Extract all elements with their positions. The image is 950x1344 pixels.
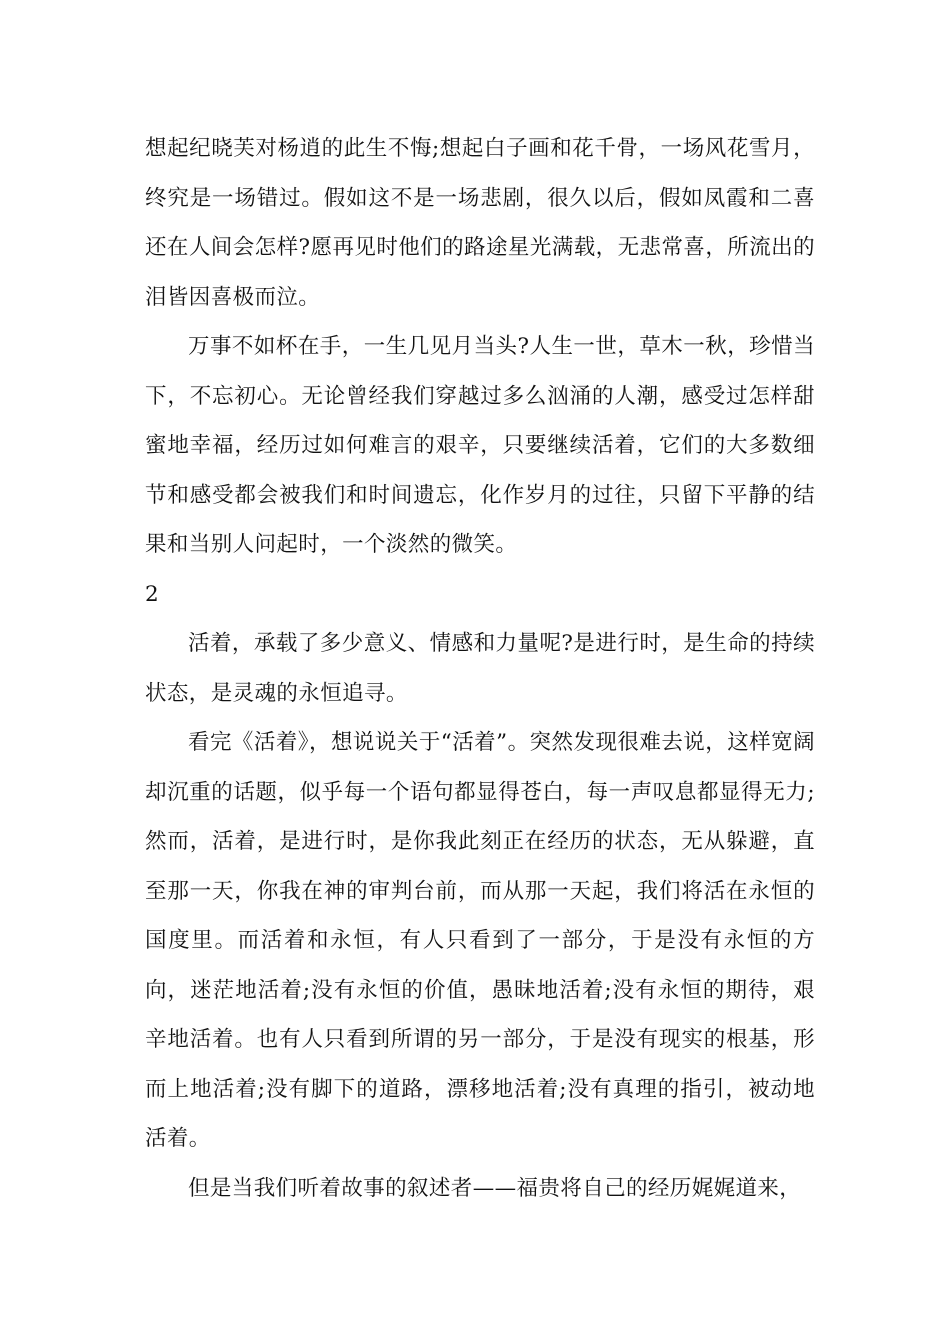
- paragraph-3: 活着，承载了多少意义、情感和力量呢?是进行时，是生命的持续状态，是灵魂的永恒追寻。: [145, 631, 815, 706]
- paragraph-2: 万事不如杯在手，一生几见月当头?人生一世，草木一秋，珍惜当下，不忘初心。无论曾经我们穿越过多么汹涌的人潮，感受过怎样甜蜜地幸福，经历过如何难言的艰辛，只要继续活着，它们的大多数细节和感受都会被我们和时间遗忘，化作岁月的过往，只留下平静的结果和当别人问起时，一个淡然的微笑。: [145, 334, 815, 557]
- section-number: 2: [145, 581, 160, 607]
- paragraph-4: 看完《活着》，想说说关于“活着”。突然发现很难去说，这样宽阔却沉重的话题，似乎每一个语句都显得苍白，每一声叹息都显得无力;然而，活着，是进行时，是你我此刻正在经历的状态，无从躲避，直至那一天，你我在神的审判台前，而从那一天起，我们将活在永恒的国度里。而活着和永恒，有人只看到了一部分，于是没有永恒的方向，迷茫地活着;没有永恒的价值，愚昧地活着;没有永恒的期待，艰辛地活着。也有人只看到所谓的另一部分，于是没有现实的根基，形而上地活着;没有脚下的道路，漂移地活着;没有真理的指引，被动地活着。: [145, 730, 815, 1151]
- document-body: [145, 124, 815, 1213]
- paragraph-5: 但是当我们听着故事的叙述者——福贵将自己的经历娓娓道来，: [188, 1175, 802, 1201]
- paragraph-1: 想起纪晓芙对杨逍的此生不悔;想起白子画和花千骨，一场风花雪月，终究是一场错过。假如这不是一场悲剧，很久以后，假如凤霞和二喜还在人间会怎样?愿再见时他们的路途星光满载，无悲常喜，所流出的泪皆因喜极而泣。: [145, 136, 815, 310]
